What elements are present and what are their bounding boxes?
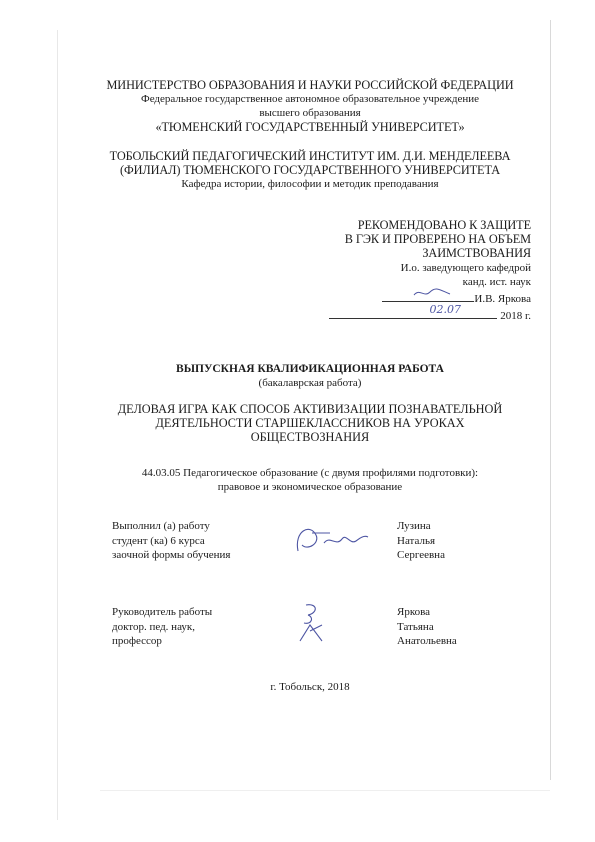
ministry-header [70,78,550,134]
supervisor-name [397,605,457,649]
author-role-3: заочной формы обучения [112,549,231,561]
approver-name: И.В. Яркова [474,293,531,306]
institute-name: ТОБОЛЬСКИЙ ПЕДАГОГИЧЕСКИЙ ИНСТИТУТ ИМ. Д.И. МЕНДЕЛЕЕВА [109,149,511,163]
author-role-1: Выполнил (а) работу [112,520,210,532]
signature-underline [382,289,474,302]
author-role [112,519,231,563]
branch-header [70,149,550,191]
approval-line-2: В ГЭК И ПРОВЕРЕНО НА ОБЪЕМ [344,232,531,247]
institution-type: Федеральное государственное автономное образовательное учреждение [141,93,479,105]
specialty-line-1: 44.03.05 Педагогическое образование (с двумя профилями подготовки): [141,467,479,479]
page-edge-left [57,30,58,820]
author-patronymic: Сергеевна [397,549,445,561]
topic-line-3: ОБЩЕСТВОЗНАНИЯ [250,430,370,444]
work-type [70,362,550,390]
specialty-line-2: правовое и экономическое образование [217,481,403,493]
education-level: высшего образования [259,107,361,119]
ministry-name: МИНИСТЕРСТВО ОБРАЗОВАНИЯ И НАУКИ РОССИЙСКОЙ ФЕДЕРАЦИИ [106,78,514,92]
author-signature-icon [290,521,370,561]
page-edge-right [550,20,551,780]
approval-line-3: ЗАИМСТВОВАНИЯ [422,246,531,261]
approval-block [271,218,531,323]
author-name [397,519,445,563]
city-year [70,680,550,694]
topic-line-2: ДЕЯТЕЛЬНОСТИ СТАРШЕКЛАССНИКОВ НА УРОКАХ [155,416,465,430]
topic-line-1: ДЕЛОВАЯ ИГРА КАК СПОСОБ АКТИВИЗАЦИИ ПОЗНАВАТЕЛЬНОЙ [117,402,503,416]
city-year-text: г. Тобольск, 2018 [270,681,350,693]
author-surname: Лузина [397,520,431,532]
approver-degree: канд. ист. наук [462,275,531,288]
thesis-topic [70,402,550,444]
university-name: «ТЮМЕНСКИЙ ГОСУДАРСТВЕННЫЙ УНИВЕРСИТЕТ» [155,120,465,134]
page-edge-bottom [100,790,550,791]
department-name: Кафедра истории, философии и методик преподавания [181,178,439,190]
supervisor-signature-icon [292,601,332,647]
approval-year-suffix: г. [524,310,531,323]
supervisor-surname: Яркова [397,606,431,618]
approver-position: И.о. заведующего кафедрой [400,261,531,274]
specialty [70,466,550,494]
supervisor-role-1: Руководитель работы [112,606,213,618]
supervisor-role-2: доктор. пед. наук, [112,620,195,633]
approver-signature-line [271,289,531,306]
author-role-2: студент (ка) 6 курса [112,534,205,547]
approval-line-1: РЕКОМЕНДОВАНО К ЗАЩИТЕ [357,218,531,232]
supervisor-first-name: Татьяна [397,620,434,633]
institute-branch: (ФИЛИАЛ) ТЮМЕНСКОГО ГОСУДАРСТВЕННОГО УНИВЕРСИТЕТА [119,163,501,177]
approval-year: 2018 [500,310,523,323]
approval-date-line [271,303,531,323]
supervisor-role [112,605,212,649]
work-subtitle: (бакалаврская работа) [258,377,362,389]
supervisor-patronymic: Анатольевна [397,635,457,647]
work-title: ВЫПУСКНАЯ КВАЛИФИКАЦИОННАЯ РАБОТА [176,363,444,375]
approver-signature-icon [412,286,452,300]
handwritten-date: 02.07 [429,303,461,317]
supervisor-role-3: профессор [112,635,162,647]
date-underline [329,303,497,319]
author-first-name: Наталья [397,534,436,547]
